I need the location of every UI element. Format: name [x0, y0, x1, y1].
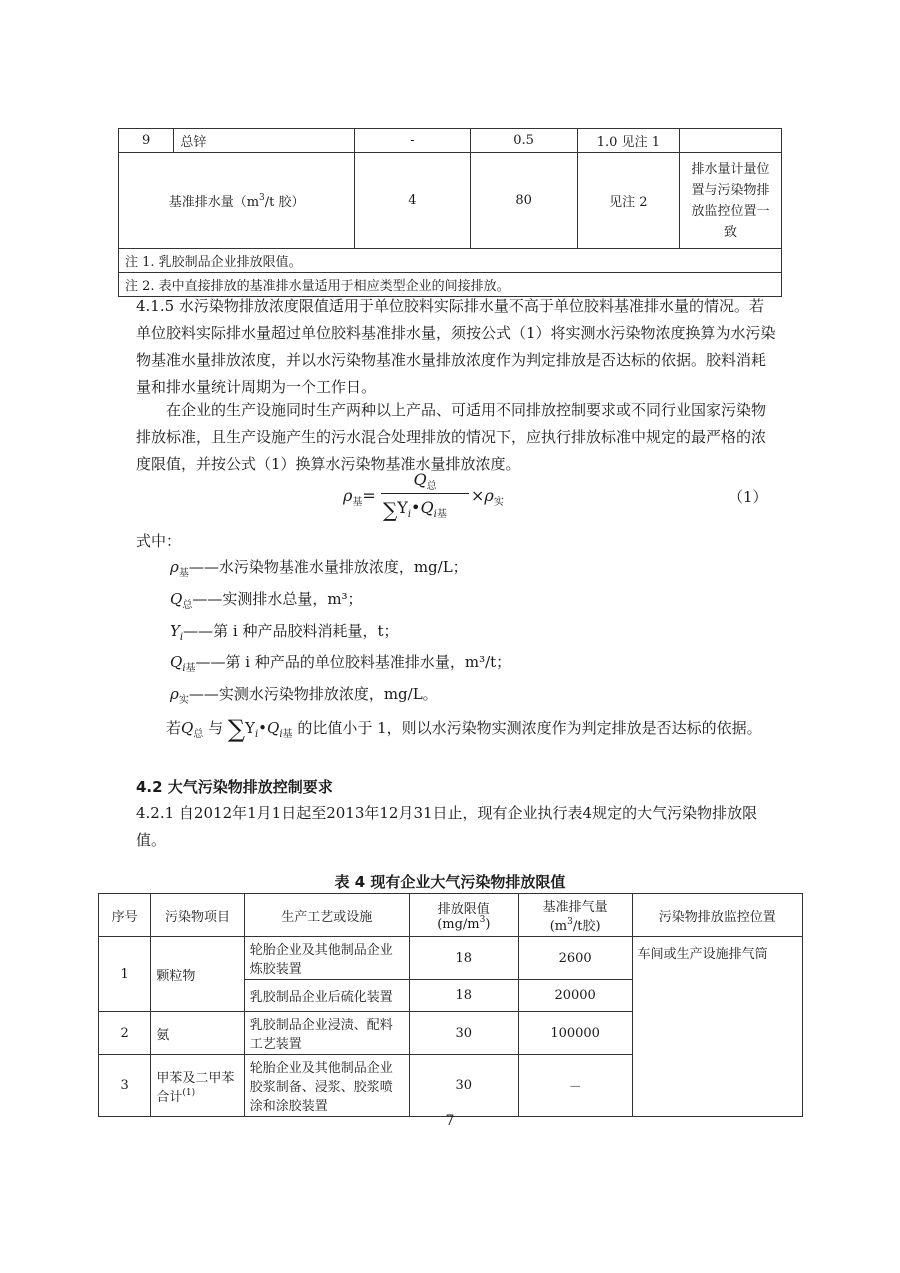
pollutant-name: 颗粒物: [151, 937, 244, 1012]
pollutant-name: 甲苯及二甲苯合计$^{(1)}$: [151, 1055, 244, 1117]
limit: 18: [409, 980, 518, 1012]
section-heading-4-2: 4.2 大气污染物排放控制要求: [136, 778, 333, 796]
table-note: 注 2. 表中直接排放的基准排水量适用于相应类型企业的间接排放。: [119, 273, 782, 297]
table-note: 注 1. 乳胶制品企业排放限值。: [119, 249, 782, 273]
definition-q-total: $Q_总——$实测排水总量，m³；: [170, 590, 363, 611]
where-label: 式中：: [136, 532, 182, 550]
definition-qi-base: $Q_{i基}——$第 i 种产品的单位胶料基准排水量，m³/t；: [170, 653, 512, 674]
page-number: 7: [445, 1113, 455, 1129]
row-no: 2: [99, 1012, 151, 1055]
exhaust-volume: 100000: [518, 1012, 632, 1055]
cell: -: [355, 129, 470, 153]
pollutant-name: 氨: [151, 1012, 244, 1055]
limit: 18: [409, 937, 518, 980]
definition-yi: $Y_i——$第 i 种产品胶料消耗量，t；: [170, 622, 399, 643]
exhaust-volume: 20000: [518, 980, 632, 1012]
water-pollutant-table: [118, 128, 782, 297]
monitor-location: 车间或生产设施排气筒: [632, 937, 802, 1117]
row-no: 9: [119, 129, 174, 153]
air-pollutant-table: [98, 893, 803, 1117]
cell: 0.5: [470, 129, 577, 153]
cell: 排水量计量位置与污染物排放监控位置一致: [680, 153, 782, 249]
cell: 80: [470, 153, 577, 249]
ratio-paragraph: 若$Q_总$ 与 $\sum Y_i•Q_{i基}$ 的比值小于 1，则以水污染物实测浓度作为判定排放是否达标的依据。: [166, 715, 762, 743]
header-monitor: 污染物排放监控位置: [632, 894, 802, 937]
row-no: 3: [99, 1055, 151, 1117]
cell: [680, 129, 782, 153]
header-exhaust-volume: 基准排气量 ($m^3/t$胶): [518, 894, 632, 937]
definition-rho-base: $\rho_基——$水污染物基准水量排放浓度，mg/L；: [170, 558, 468, 579]
cell: 4: [355, 153, 470, 249]
limit: 30: [409, 1012, 518, 1055]
formula-1: $\rho_基=$ $Q_总$ $\sum Y_i•Q_{i基}$ $\times\rho_实$: [343, 470, 504, 522]
formula-number: （1）: [728, 488, 768, 506]
cell: 1.0 见注 1: [577, 129, 679, 153]
exhaust-volume: 2600: [518, 937, 632, 980]
process: 轮胎企业及其他制品企业胶浆制备、浸浆、胶浆喷涂和涂胶装置: [244, 1055, 409, 1117]
header-no: 序号: [99, 894, 151, 937]
limit: 30: [409, 1055, 518, 1117]
header-pollutant: 污染物项目: [151, 894, 244, 937]
table4-title: 表 4 现有企业大气污染物排放限值: [334, 873, 566, 891]
definition-rho-measured: $\rho_实——$实测水污染物排放浓度，mg/L。: [170, 685, 438, 706]
exhaust-volume: －: [518, 1055, 632, 1117]
paragraph-4-1-5: 4.1.5 水污染物排放浓度限值适用于单位胶料实际排水量不高于单位胶料基准排水量的情况。若单位胶料实际排水量超过单位胶料基准排水量，须按公式（1）将实测水污染物浓度换算为水污染物基准水量排放浓度，并以水污染物基准水量排放浓度作为判定排放是否达标的依据。胶料消耗量和排水量统计周期为一个工作日。: [136, 297, 776, 396]
cell: 见注 2: [577, 153, 679, 249]
header-process: 生产工艺或设施: [244, 894, 409, 937]
header-limit: 排放限值 $(mg/m^3)$: [409, 894, 518, 937]
pollutant-name: 总锌: [174, 129, 355, 153]
process: 乳胶制品企业浸渍、配料工艺装置: [244, 1012, 409, 1055]
base-drainage-label: 基准排水量（$m^3/t$ 胶）: [119, 153, 355, 249]
paragraph-4-2-1: 4.2.1 自2012年1月1日起至2013年12月31日止，现有企业执行表4规定的大气污染物排放限值。: [136, 804, 758, 849]
row-no: 1: [99, 937, 151, 1012]
process: 乳胶制品企业后硫化装置: [244, 980, 409, 1012]
paragraph-multi-product: 在企业的生产设施同时生产两种以上产品、可适用不同排放控制要求或不同行业国家污染物排放标准，且生产设施产生的污水混合处理排放的情况下，应执行排放标准中规定的最严格的浓度限值，并按公式（1）换算水污染物基准水量排放浓度。: [136, 401, 767, 473]
process: 轮胎企业及其他制品企业炼胶装置: [244, 937, 409, 980]
